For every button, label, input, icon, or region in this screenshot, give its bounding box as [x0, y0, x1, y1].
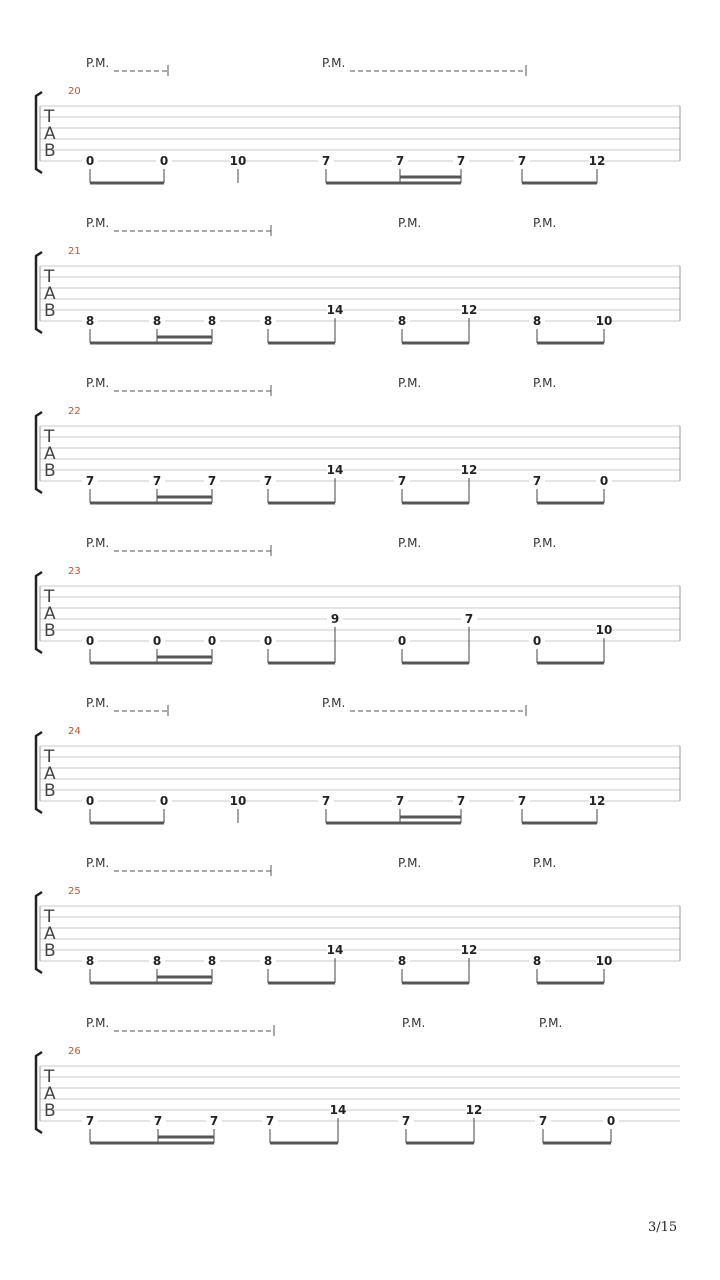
tab-clef-letter: A [44, 124, 56, 144]
palm-mute-label: P.M. [539, 1016, 563, 1030]
tab-system [36, 536, 680, 663]
fret-number: 8 [397, 954, 407, 968]
palm-mute-label: P.M. [86, 56, 110, 70]
palm-mute-label: P.M. [533, 376, 557, 390]
tab-clef-letter: B [44, 621, 56, 641]
tab-clef-letter: T [44, 587, 55, 607]
fret-number: 12 [465, 1103, 483, 1117]
measure-number: 21 [68, 246, 81, 257]
fret-number: 7 [401, 1114, 411, 1128]
fret-number: 8 [85, 954, 95, 968]
tab-clef-letter: A [44, 924, 56, 944]
fret-number: 7 [517, 154, 527, 168]
fret-number: 7 [85, 1114, 95, 1128]
measure-number: 24 [68, 726, 81, 737]
fret-number: 8 [207, 954, 217, 968]
fret-number: 7 [517, 794, 527, 808]
fret-number: 7 [265, 1114, 275, 1128]
palm-mute-label: P.M. [533, 536, 557, 550]
fret-number: 10 [229, 154, 247, 168]
tab-clef-letter: B [44, 1101, 56, 1121]
palm-mute-label: P.M. [533, 856, 557, 870]
fret-number: 10 [595, 314, 613, 328]
tab-system [36, 216, 680, 343]
measure-number: 20 [68, 86, 81, 97]
fret-number: 0 [159, 154, 169, 168]
tab-clef-letter: B [44, 461, 56, 481]
fret-number: 7 [397, 474, 407, 488]
tab-system [36, 696, 680, 823]
fret-number: 8 [263, 314, 273, 328]
palm-mute-label: P.M. [322, 56, 346, 70]
fret-number: 8 [532, 314, 542, 328]
tab-clef-letter: T [44, 907, 55, 927]
palm-mute-label: P.M. [398, 856, 422, 870]
fret-number: 8 [152, 314, 162, 328]
fret-number: 14 [326, 943, 344, 957]
palm-mute-label: P.M. [86, 376, 110, 390]
fret-number: 7 [321, 794, 331, 808]
palm-mute-label: P.M. [322, 696, 346, 710]
tab-clef-letter: A [44, 604, 56, 624]
fret-number: 0 [599, 474, 609, 488]
fret-number: 10 [595, 623, 613, 637]
tab-system [36, 56, 680, 183]
palm-mute-label: P.M. [398, 536, 422, 550]
fret-number: 7 [152, 474, 162, 488]
palm-mute-label: P.M. [86, 216, 110, 230]
tab-system [36, 376, 680, 503]
fret-number: 7 [464, 612, 474, 626]
fret-number: 12 [588, 794, 606, 808]
tab-clef-letter: B [44, 141, 56, 161]
tab-clef-letter: A [44, 284, 56, 304]
fret-number: 12 [460, 943, 478, 957]
fret-number: 7 [85, 474, 95, 488]
fret-number: 7 [209, 1114, 219, 1128]
fret-number: 7 [207, 474, 217, 488]
measure-number: 23 [68, 566, 81, 577]
tab-clef-letter: A [44, 444, 56, 464]
fret-number: 0 [152, 634, 162, 648]
palm-mute-label: P.M. [398, 376, 422, 390]
palm-mute-label: P.M. [402, 1016, 426, 1030]
fret-number: 0 [85, 634, 95, 648]
fret-number: 7 [395, 154, 405, 168]
fret-number: 7 [456, 794, 466, 808]
fret-number: 0 [263, 634, 273, 648]
tab-clef-letter: T [44, 107, 55, 127]
measure-number: 26 [68, 1046, 81, 1057]
tab-system [36, 856, 680, 983]
measure-number: 25 [68, 886, 81, 897]
tab-system [36, 1016, 680, 1143]
fret-number: 10 [229, 794, 247, 808]
fret-number: 7 [153, 1114, 163, 1128]
fret-number: 8 [152, 954, 162, 968]
fret-number: 14 [326, 463, 344, 477]
fret-number: 0 [85, 154, 95, 168]
tab-clef-letter: B [44, 781, 56, 801]
palm-mute-label: P.M. [86, 1016, 110, 1030]
fret-number: 10 [595, 954, 613, 968]
fret-number: 8 [85, 314, 95, 328]
fret-number: 9 [330, 612, 340, 626]
fret-number: 12 [460, 303, 478, 317]
palm-mute-label: P.M. [86, 856, 110, 870]
page-number: 3/15 [648, 1220, 678, 1235]
fret-number: 0 [85, 794, 95, 808]
palm-mute-label: P.M. [86, 536, 110, 550]
fret-number: 8 [397, 314, 407, 328]
fret-number: 8 [532, 954, 542, 968]
fret-number: 12 [460, 463, 478, 477]
fret-number: 8 [263, 954, 273, 968]
tab-clef-letter: T [44, 427, 55, 447]
tab-clef-letter: T [44, 1067, 55, 1087]
palm-mute-label: P.M. [533, 216, 557, 230]
fret-number: 12 [588, 154, 606, 168]
fret-number: 7 [532, 474, 542, 488]
tab-clef-letter: T [44, 747, 55, 767]
fret-number: 0 [207, 634, 217, 648]
palm-mute-label: P.M. [86, 696, 110, 710]
tab-clef-letter: A [44, 764, 56, 784]
palm-mute-label: P.M. [398, 216, 422, 230]
fret-number: 7 [538, 1114, 548, 1128]
tab-clef-letter: B [44, 301, 56, 321]
tab-clef-letter: T [44, 267, 55, 287]
tab-clef-letter: B [44, 941, 56, 961]
fret-number: 0 [606, 1114, 616, 1128]
fret-number: 0 [159, 794, 169, 808]
fret-number: 7 [456, 154, 466, 168]
fret-number: 14 [326, 303, 344, 317]
fret-number: 0 [397, 634, 407, 648]
fret-number: 0 [532, 634, 542, 648]
measure-number: 22 [68, 406, 81, 417]
fret-number: 14 [329, 1103, 347, 1117]
fret-number: 7 [395, 794, 405, 808]
fret-number: 7 [321, 154, 331, 168]
tab-clef-letter: A [44, 1084, 56, 1104]
fret-number: 8 [207, 314, 217, 328]
fret-number: 7 [263, 474, 273, 488]
